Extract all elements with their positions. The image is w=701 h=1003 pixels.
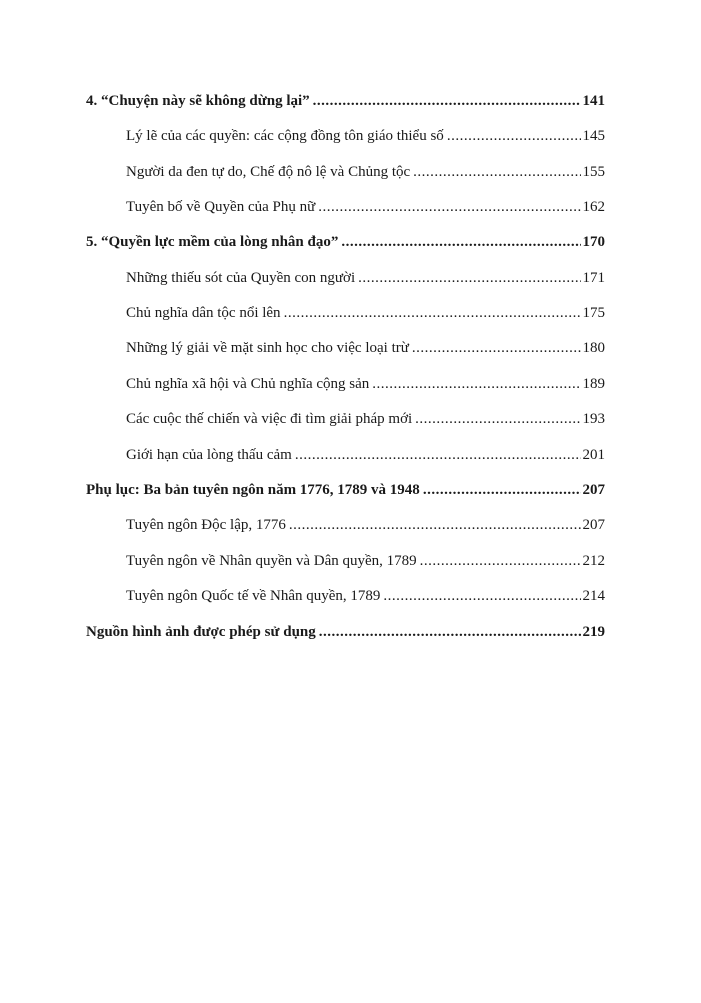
toc-entry-title: Những thiếu sót của Quyền con người xyxy=(126,270,356,286)
toc-entry-title: Chủ nghĩa xã hội và Chủ nghĩa cộng sản xyxy=(126,376,370,392)
toc-entry-page: 175 xyxy=(582,305,605,321)
dot-leader xyxy=(447,126,581,146)
toc-entry-page: 193 xyxy=(582,411,605,427)
toc-entry-title: Chủ nghĩa dân tộc nổi lên xyxy=(126,305,281,321)
toc-entry-page: 162 xyxy=(582,199,605,215)
toc-section xyxy=(126,162,605,182)
toc-entry-title: Tuyên ngôn về Nhân quyền và Dân quyền, 1789 xyxy=(126,553,417,569)
toc-section xyxy=(126,515,605,535)
toc-entry-title: Các cuộc thế chiến và việc đi tìm giải pháp mới xyxy=(126,411,413,427)
dot-leader xyxy=(318,197,580,217)
toc-entry-page: 141 xyxy=(582,93,605,109)
toc-section xyxy=(126,268,605,288)
toc-section xyxy=(126,445,605,465)
dot-leader xyxy=(319,622,581,642)
toc-section xyxy=(126,374,605,394)
toc-appendix xyxy=(86,480,605,500)
toc-chapter-4 xyxy=(86,91,605,111)
toc-entry-title: Những lý giải về mặt sinh học cho việc loại trừ xyxy=(126,340,409,356)
toc-entry-title: 4. “Chuyện này sẽ không dừng lại” xyxy=(86,93,310,109)
toc-entry-title: Tuyên ngôn Độc lập, 1776 xyxy=(126,517,286,533)
toc-section xyxy=(126,551,605,571)
toc-entry-page: 145 xyxy=(582,128,605,144)
toc-entry-page: 207 xyxy=(582,517,605,533)
toc-entry-page: 171 xyxy=(582,270,605,286)
toc-entry-page: 201 xyxy=(582,447,605,463)
dot-leader xyxy=(383,586,580,606)
toc-entry-page: 155 xyxy=(582,164,605,180)
dot-leader xyxy=(289,515,581,535)
dot-leader xyxy=(372,374,580,394)
toc-entry-page: 214 xyxy=(582,588,605,604)
dot-leader xyxy=(415,409,580,429)
dot-leader xyxy=(284,303,581,323)
toc-entry-title: Người da đen tự do, Chế độ nô lệ và Chủng tộc xyxy=(126,164,411,180)
toc-entry-title: Nguồn hình ảnh được phép sử dụng xyxy=(86,624,316,640)
toc-image-sources xyxy=(86,622,605,642)
dot-leader xyxy=(295,445,581,465)
dot-leader xyxy=(412,338,581,358)
toc-entry-page: 212 xyxy=(582,553,605,569)
toc-entry-title: Phụ lục: Ba bản tuyên ngôn năm 1776, 1789 và 1948 xyxy=(86,482,420,498)
toc-section xyxy=(126,338,605,358)
toc-entry-page: 207 xyxy=(582,482,605,498)
toc-section xyxy=(126,197,605,217)
toc-entry-page: 219 xyxy=(582,624,605,640)
dot-leader xyxy=(358,268,580,288)
toc-section xyxy=(126,586,605,606)
dot-leader xyxy=(341,232,580,252)
toc-section xyxy=(126,303,605,323)
toc-chapter-5 xyxy=(86,232,605,252)
dot-leader xyxy=(313,91,581,111)
toc-entry-title: Tuyên ngôn Quốc tế về Nhân quyền, 1789 xyxy=(126,588,381,604)
dot-leader xyxy=(423,480,581,500)
toc-entry-page: 170 xyxy=(582,234,605,250)
toc-entry-title: 5. “Quyền lực mềm của lòng nhân đạo” xyxy=(86,234,339,250)
toc-section xyxy=(126,126,605,146)
toc-entry-page: 180 xyxy=(582,340,605,356)
dot-leader xyxy=(420,551,581,571)
toc-section xyxy=(126,409,605,429)
toc-entry-title: Lý lẽ của các quyền: các cộng đồng tôn giáo thiểu số xyxy=(126,128,444,144)
dot-leader xyxy=(413,162,580,182)
toc-entry-title: Giới hạn của lòng thấu cảm xyxy=(126,447,292,463)
toc-entry-title: Tuyên bố về Quyền của Phụ nữ xyxy=(126,199,316,215)
toc-entry-page: 189 xyxy=(582,376,605,392)
